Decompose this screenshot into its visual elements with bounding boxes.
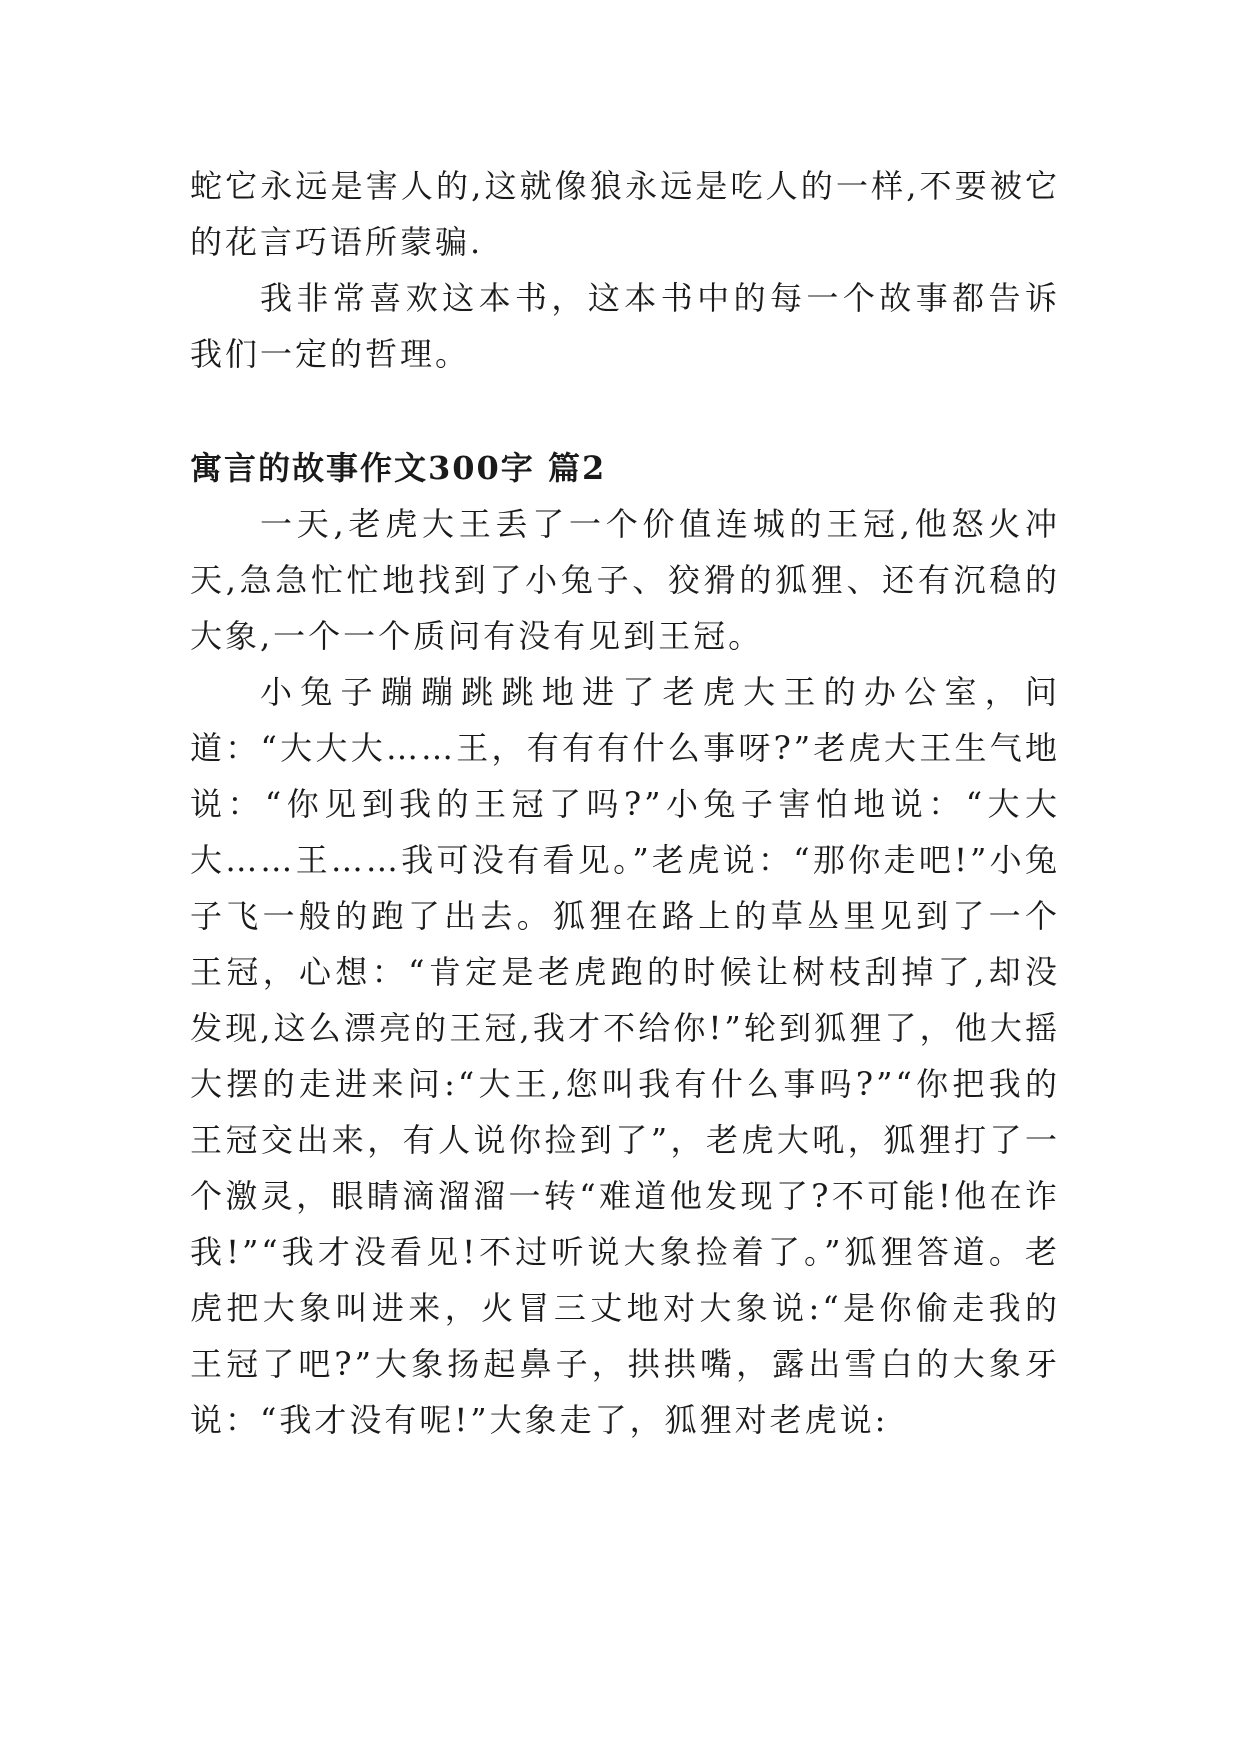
paragraph-snake-moral: 蛇它永远是害人的,这就像狼永远是吃人的一样,不要被它的花言巧语所蒙骗. xyxy=(190,167,1060,261)
paragraph-lost-crown: 一天,老虎大王丢了一个价值连城的王冠,他怒火冲天,急急忙忙地找到了小兔子、狡猾的狐狸、还有沉稳的大象,一个一个质问有没有见到王冠。 xyxy=(190,505,1060,655)
document-page xyxy=(190,158,1060,1448)
section-heading: 寓言的故事作文300字 篇2 xyxy=(190,449,607,487)
paragraph-rabbit-fox-elephant: 小兔子蹦蹦跳跳地进了老虎大王的办公室，问道：“大大大……王，有有有什么事呀?”老虎大王生气地说：“你见到我的王冠了吗?”小兔子害怕地说：“大大大……王……我可没有看见。”老虎说：“那你走吧!”小兔子飞一般的跑了出去。狐狸在路上的草丛里见到了一个王冠，心想：“肯定是老虎跑的时候让树枝刮掉了,却没发现,这么漂亮的王冠,我才不给你!”轮到狐狸了，他大摇大摆的走进来问:“大王,您叫我有什么事吗?”“你把我的王冠交出来，有人说你捡到了”，老虎大吼，狐狸打了一个激灵，眼睛滴溜溜一转“难道他发现了?不可能!他在诈我!”“我才没看见!不过听说大象捡着了。”狐狸答道。老虎把大象叫进来，火冒三丈地对大象说:“是你偷走我的王冠了吧?”大象扬起鼻子，拱拱嘴，露出雪白的大象牙说：“我才没有呢!”大象走了，狐狸对老虎说: xyxy=(190,673,1060,1439)
paragraph-book-praise: 我非常喜欢这本书，这本书中的每一个故事都告诉我们一定的哲理。 xyxy=(190,279,1060,373)
